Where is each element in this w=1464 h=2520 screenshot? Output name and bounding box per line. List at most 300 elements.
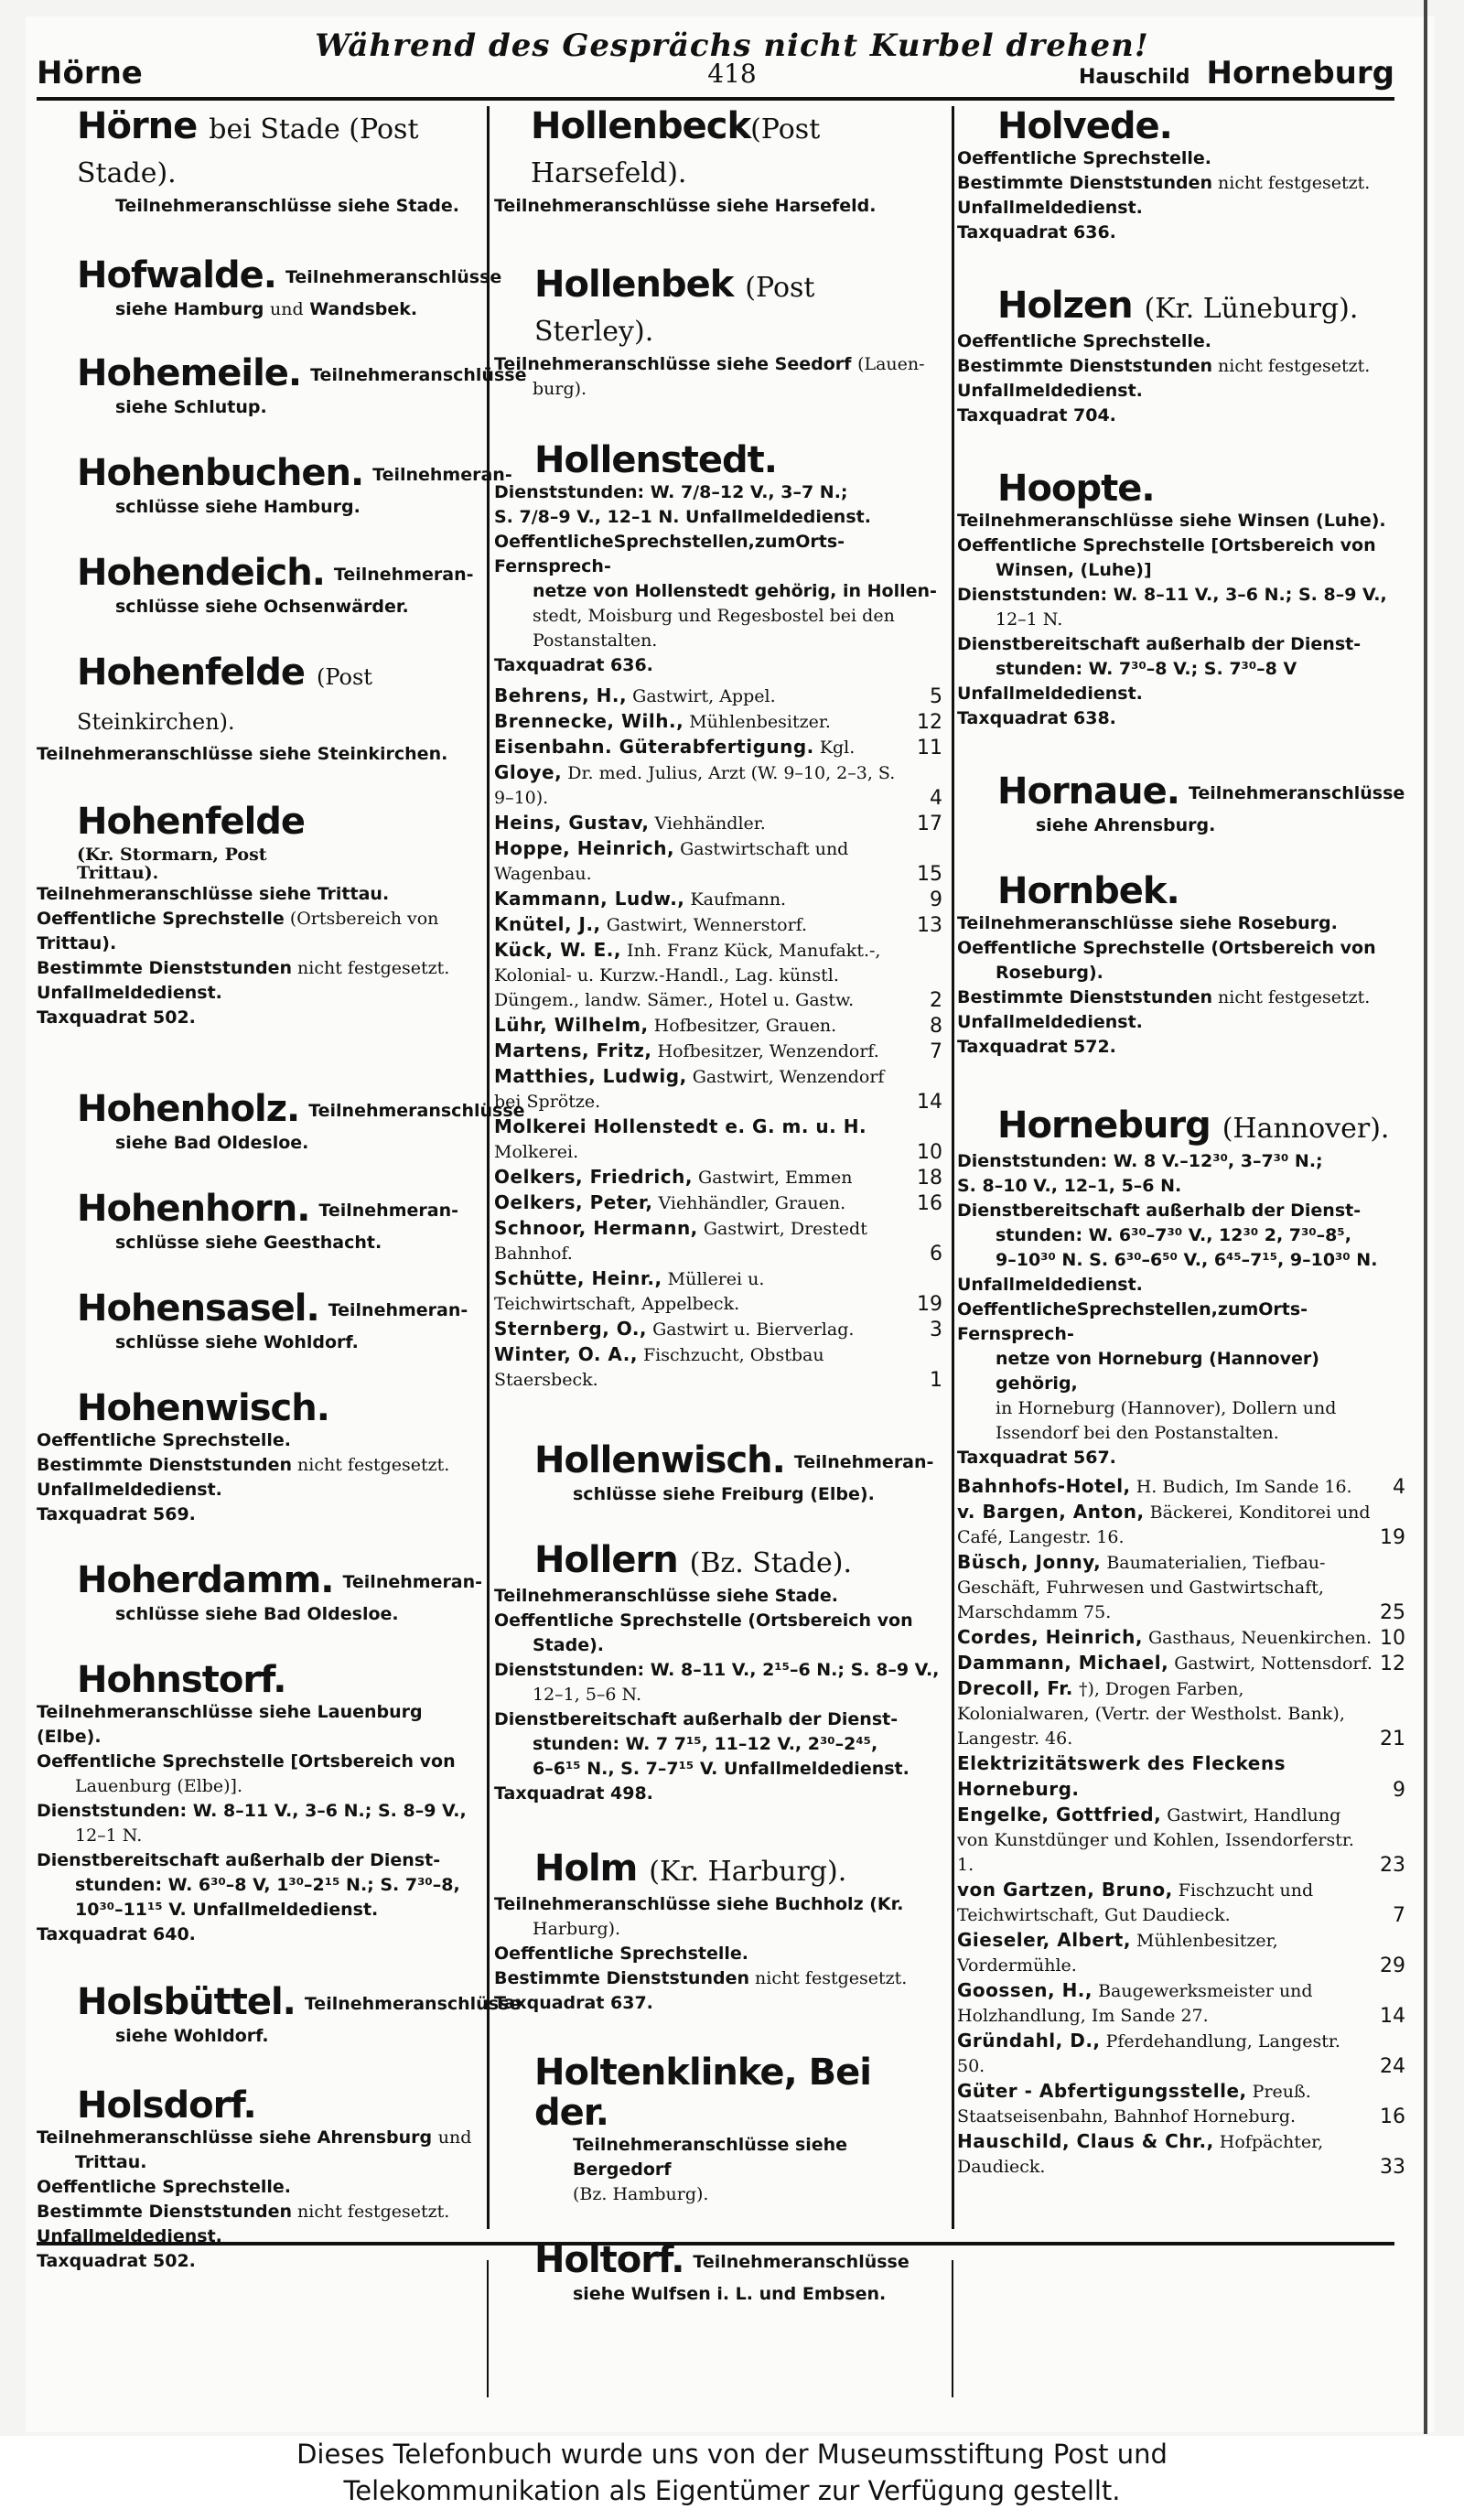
subscriber-entry xyxy=(494,1190,942,1216)
taxquadrat: Taxquadrat 636. xyxy=(494,655,653,675)
subscriber-detail: †), Drogen Farben, Kolonialwaren, (Vertr. der Westholst. Bank), Langestr. 46. xyxy=(957,1679,1345,1749)
info-label: Bestimmte Dienststunden xyxy=(37,1455,292,1475)
subscriber-entry xyxy=(957,2029,1405,2079)
footer-divider-2 xyxy=(952,2260,953,2397)
subscriber-name: Brennecke, Wilh., xyxy=(494,710,684,732)
entry-hoherdamm xyxy=(37,1559,483,1627)
info-line xyxy=(37,907,476,932)
info-line: Trittau). xyxy=(37,933,117,953)
place-name: Hohemeile. xyxy=(77,352,302,394)
info-line: 10³⁰–11¹⁵ V. Unfallmeldedienst. xyxy=(75,1900,379,1920)
subscriber-detail: Gastwirt, Appel. xyxy=(632,686,776,706)
subscriber-name: v. Bargen, Anton, xyxy=(957,1501,1145,1523)
subscriber-detail: Kgl. xyxy=(819,738,856,758)
subscriber-entry xyxy=(957,2129,1405,2180)
info-line: stedt, Moisburg und Regesbostel bei den xyxy=(533,606,895,626)
taxquadrat: Taxquadrat 638. xyxy=(957,708,1116,728)
subscriber-detail: Gastwirt, Emmen xyxy=(698,1168,853,1188)
place-name: Hornaue. xyxy=(997,770,1179,813)
entry-hohensasel xyxy=(37,1288,476,1355)
subscriber-entry xyxy=(494,887,942,912)
subscriber-detail: Gastwirt, Handlung von Kunstdünger und Kohlen, Issendorferstr. 1. xyxy=(957,1805,1354,1875)
entry-title xyxy=(77,352,527,395)
column-2 xyxy=(494,106,942,2307)
subscriber-number: 14 xyxy=(1380,2005,1405,2028)
entry-hornbek xyxy=(957,871,1405,1060)
entry-hornaue xyxy=(957,771,1405,838)
subscriber-name: Behrens, H., xyxy=(494,684,628,706)
subscriber-detail: Fischzucht und Teichwirtschaft, Gut Daudieck. xyxy=(957,1880,1314,1925)
subscriber-text xyxy=(957,1676,1380,1751)
entry-title xyxy=(77,1088,525,1131)
subscriber-ref: schlüsse siehe Ochsenwärder. xyxy=(115,597,409,617)
subscriber-text xyxy=(494,1115,917,1165)
entry-title: Hohenwisch. xyxy=(77,1387,329,1429)
info-line: Unfallmeldedienst. xyxy=(37,1480,222,1500)
info-line: netze von Horneburg (Hannover) gehörig, xyxy=(996,1349,1319,1394)
subscriber-detail: Fischzucht, Obstbau Staersbeck. xyxy=(494,1345,824,1390)
entry-title xyxy=(494,264,942,352)
subscriber-entry xyxy=(494,735,942,760)
entry-title xyxy=(37,652,476,742)
entry-title: Holvede. xyxy=(997,105,1172,147)
entry-horneburg xyxy=(957,1105,1405,2180)
subscriber-detail: Gasthaus, Neuenkirchen. xyxy=(1147,1628,1372,1648)
subscriber-name: Güter - Abfertigungsstelle, xyxy=(957,2080,1247,2102)
place-name: Hohendeich. xyxy=(77,552,325,594)
ref-part: siehe Hamburg xyxy=(115,299,264,319)
subscriber-text xyxy=(957,1928,1380,1978)
subscriber-number: 2 xyxy=(930,989,942,1012)
subscriber-number: 21 xyxy=(1380,1728,1405,1750)
subscriber-text xyxy=(494,1013,917,1039)
info-line: Lauenburg (Elbe)]. xyxy=(75,1776,242,1796)
place-qualifier: bei Stade (Post Stade). xyxy=(77,113,419,189)
subscriber-ref: Teilnehmeranschlüsse siehe Roseburg. xyxy=(957,913,1338,933)
subscriber-number: 14 xyxy=(917,1091,942,1114)
subscriber-ref: Teilnehmeranschlüsse siehe Lauenburg (Elbe). xyxy=(37,1702,423,1747)
info-line: Oeffentliche Sprechstelle. xyxy=(37,2177,291,2197)
entry-title xyxy=(957,285,1405,329)
entry-hollenbeck xyxy=(494,106,942,219)
entry-hofwalde xyxy=(37,254,502,322)
entry-title xyxy=(531,106,942,194)
info-text: nicht festgesetzt. xyxy=(1218,173,1371,193)
subscriber-text xyxy=(494,1216,917,1266)
subscriber-text xyxy=(957,1651,1380,1676)
subscriber-name: Molkerei Hollenstedt e. G. m. u. H. xyxy=(494,1115,867,1137)
info-line: Oeffentliche Sprechstelle. xyxy=(957,148,1211,168)
subscriber-name: Oelkers, Peter, xyxy=(494,1191,653,1213)
subscriber-ref: schlüsse siehe Bad Oldesloe. xyxy=(115,1604,399,1624)
subscriber-number: 10 xyxy=(1380,1627,1405,1650)
subscriber-text xyxy=(957,1978,1380,2029)
subscriber-ref: Teilnehmeranschlüsse siehe Stade. xyxy=(115,196,459,216)
subscriber-entry xyxy=(957,1878,1405,1928)
ref-part: Teilnehmeranschlüsse siehe Ahrensburg xyxy=(37,2127,433,2148)
entry-title xyxy=(997,771,1405,813)
subscriber-ref: Teilnehmeranschlüsse xyxy=(304,1994,522,2014)
info-line xyxy=(494,1966,942,1991)
subscriber-number: 3 xyxy=(930,1319,942,1341)
info-line: Postanstalten. xyxy=(533,630,658,651)
subscriber-entry xyxy=(494,836,942,887)
subscriber-number: 29 xyxy=(1380,1955,1405,1977)
entry-hohenbuchen xyxy=(37,452,512,520)
info-line: Dienststunden: W. 7/8–12 V., 3–7 N.; xyxy=(494,482,848,502)
taxquadrat: Taxquadrat 502. xyxy=(37,1007,196,1028)
info-line xyxy=(37,1453,476,1478)
subscriber-detail: Baugewerksmeister und Holzhandlung, Im Sande 27. xyxy=(957,1981,1313,2026)
column-divider-1 xyxy=(487,106,490,2229)
info-line: stunden: W. 7³⁰–8 V.; S. 7³⁰–8 V xyxy=(996,659,1297,679)
info-line: Oeffentliche Sprechstelle (Ortsbereich von xyxy=(494,1610,913,1631)
info-line: Trittau. xyxy=(75,2152,147,2172)
info-line: Oeffentliche Sprechstelle. xyxy=(37,1430,291,1450)
subscriber-detail: Gastwirt, Wenzendorf bei Sprötze. xyxy=(494,1067,885,1112)
info-line: Dienstbereitschaft außerhalb der Dienst- xyxy=(494,1709,899,1729)
subscriber-ref: Teilnehmeranschlüsse siehe Buchholz (Kr. xyxy=(494,1894,904,1914)
subscriber-detail: Viehhändler. xyxy=(654,813,766,834)
info-line: OeffentlicheSprechstellen,zumOrts-Fernsprech- xyxy=(957,1299,1308,1344)
subscriber-text xyxy=(494,1039,917,1064)
subscriber-text xyxy=(494,1064,917,1115)
subscriber-ref xyxy=(77,297,476,322)
info-line: Dienststunden: W. 8–11 V., 2¹⁵–6 N.; S. 8–9 V., xyxy=(494,1660,940,1680)
subscriber-name: Kück, W. E., xyxy=(494,939,621,961)
subscriber-name: Sternberg, O., xyxy=(494,1318,648,1340)
subscriber-name: Engelke, Gottfried, xyxy=(957,1804,1162,1825)
info-line: netze von Hollenstedt gehörig, in Hollen- xyxy=(533,581,937,601)
page-number: 418 xyxy=(707,59,757,89)
subscriber-number: 17 xyxy=(917,813,942,835)
subscriber-number: 7 xyxy=(1393,1904,1405,1927)
place-name: Horneburg xyxy=(997,1104,1211,1147)
place-name: Holtorf. xyxy=(534,2239,684,2281)
info-line: Unfallmeldedienst. xyxy=(957,1275,1143,1295)
subscriber-number: 16 xyxy=(1380,2105,1405,2128)
subscriber-entry xyxy=(957,1651,1405,1676)
taxquadrat: Taxquadrat 640. xyxy=(37,1924,196,1944)
subscriber-name: Gieseler, Albert, xyxy=(957,1929,1131,1951)
entry-hohenhorn xyxy=(37,1189,476,1255)
info-text: nicht festgesetzt. xyxy=(755,1968,908,1988)
place-name: Hohenbuchen. xyxy=(77,452,364,494)
subscriber-ref: schlüsse siehe Geesthacht. xyxy=(115,1233,382,1253)
info-line xyxy=(957,354,1405,379)
subscriber-ref: schlüsse siehe Wohldorf. xyxy=(115,1332,359,1352)
subscriber-name: Schnoor, Hermann, xyxy=(494,1217,698,1239)
entry-title xyxy=(534,1440,942,1482)
subscriber-entry xyxy=(957,1474,1405,1500)
subscriber-ref: Teilnehmeranschlüsse siehe Stade. xyxy=(494,1586,838,1606)
info-line: stunden: W. 7 7¹⁵, 11–12 V., 2³⁰–2⁴⁵, xyxy=(533,1734,878,1754)
subscriber-name: Matthies, Ludwig, xyxy=(494,1065,687,1087)
place-qualifier: (Kr. Lüneburg). xyxy=(1144,293,1359,325)
subscriber-entry xyxy=(494,1216,942,1266)
info-text: nicht festgesetzt. xyxy=(297,1455,450,1475)
ref-part: (Lauen- xyxy=(857,354,925,374)
subscriber-detail: Baumaterialien, Tiefbau-Geschäft, Fuhrwesen und Gastwirtschaft, Marschdamm 75. xyxy=(957,1553,1326,1622)
subscriber-name: Oelkers, Friedrich, xyxy=(494,1166,693,1188)
subscriber-name: Gloye, xyxy=(494,761,563,783)
info-line: S. 8–10 V., 12–1, 5–6 N. xyxy=(957,1176,1182,1196)
entry-hohenfelde-stormarn xyxy=(37,802,476,1030)
info-line xyxy=(957,171,1405,196)
subscriber-entry xyxy=(957,1625,1405,1651)
info-text: nicht festgesetzt. xyxy=(297,2202,450,2222)
subscriber-ref: siehe Wulfsen i. L. und Embsen. xyxy=(573,2284,887,2304)
info-line xyxy=(37,956,476,981)
subscriber-ref: siehe Wohldorf. xyxy=(115,2026,269,2046)
info-line: Unfallmeldedienst. xyxy=(37,2226,222,2246)
entry-title xyxy=(494,1540,942,1584)
subscriber-text xyxy=(494,1190,917,1216)
subscriber-ref: Teilnehmeranschlüsse siehe Winsen (Luhe). xyxy=(957,511,1386,531)
subscriber-name: Eisenbahn. Güterabfertigung. xyxy=(494,736,814,758)
subscriber-detail: Gastwirtschaft und Wagenbau. xyxy=(494,839,849,884)
footer-line: Telekommunikation als Eigentümer zur Verfügung gestellt. xyxy=(343,2475,1121,2506)
entry-hoerne xyxy=(37,106,476,219)
subscriber-detail: Gastwirt, Nottensdorf. xyxy=(1174,1653,1372,1674)
subscriber-text xyxy=(494,760,917,811)
entry-holtorf xyxy=(494,2240,942,2307)
subscriber-entry xyxy=(494,1013,942,1039)
subscriber-detail: H. Budich, Im Sande 16. xyxy=(1136,1477,1352,1497)
info-line xyxy=(957,985,1405,1010)
subscriber-detail: Hofbesitzer, Grauen. xyxy=(653,1016,837,1036)
subscriber-ref: siehe Schlutup. xyxy=(115,397,267,417)
subscriber-name: Elektrizitätswerk des Fleckens Horneburg. xyxy=(957,1752,1286,1800)
subscriber-number: 16 xyxy=(917,1192,942,1215)
info-line: Winsen, (Luhe)] xyxy=(996,560,1152,580)
info-line: Unfallmeldedienst. xyxy=(957,381,1143,401)
info-line: Oeffentliche Sprechstelle [Ortsbereich von xyxy=(957,535,1376,555)
subscriber-name: Cordes, Heinrich, xyxy=(957,1626,1143,1648)
subscriber-name: Kammann, Ludw., xyxy=(494,888,685,910)
subscriber-number: 33 xyxy=(1380,2156,1405,2179)
entry-hoopte xyxy=(957,468,1405,731)
info-text: (Ortsbereich von xyxy=(289,909,439,929)
info-line: Unfallmeldedienst. xyxy=(957,198,1143,218)
subscriber-text xyxy=(957,1751,1380,1803)
subscriber-text xyxy=(957,2079,1380,2129)
entry-hohenfelde-steinkirchen xyxy=(37,652,476,767)
entry-title xyxy=(534,2240,942,2282)
info-line: Issendorf bei den Postanstalten. xyxy=(996,1423,1279,1443)
subscriber-ref: Teilnehmeranschlüsse xyxy=(308,1101,525,1121)
taxquadrat: Taxquadrat 572. xyxy=(957,1037,1116,1057)
subscriber-entry xyxy=(957,1751,1405,1803)
subscriber-entry xyxy=(494,1266,942,1317)
entry-title xyxy=(77,1559,483,1602)
subscriber-entry xyxy=(494,1115,942,1165)
place-name: Hörne xyxy=(77,105,198,147)
subscriber-name: Bahnhofs-Hotel, xyxy=(957,1475,1131,1497)
place-name: Hohenfelde xyxy=(77,652,306,694)
subscriber-number: 13 xyxy=(917,914,942,937)
column-divider-2 xyxy=(952,106,954,2229)
info-line xyxy=(37,2200,476,2224)
subscriber-detail: Mühlenbesitzer. xyxy=(689,712,831,732)
subscriber-detail: Müllerei u. Teichwirtschaft, Appelbeck. xyxy=(494,1269,765,1314)
info-line: Roseburg). xyxy=(996,963,1103,983)
subscriber-entry xyxy=(957,1500,1405,1550)
subscriber-ref: Teilnehmeran- xyxy=(318,1201,458,1221)
subscriber-name: Hoppe, Heinrich, xyxy=(494,837,675,859)
subscriber-entry xyxy=(494,760,942,811)
subscriber-ref: Teilnehmeranschlüsse siehe Harsefeld. xyxy=(494,196,877,216)
entry-holzen xyxy=(957,285,1405,428)
subscriber-ref: Teilnehmeran- xyxy=(333,565,474,585)
subscriber-detail: Kaufmann. xyxy=(690,889,787,910)
taxquadrat: Taxquadrat 636. xyxy=(957,222,1116,242)
place-name: Hohenhorn. xyxy=(77,1188,310,1230)
info-line: Dienstbereitschaft außerhalb der Dienst- xyxy=(957,1201,1362,1221)
subscriber-detail: Hofpächter, Daudieck. xyxy=(957,2132,1324,2177)
subscriber-text xyxy=(957,1550,1380,1625)
entry-hohenholz xyxy=(37,1088,525,1156)
ref-part: und xyxy=(437,2127,472,2148)
subscriber-ref: Teilnehmeran- xyxy=(372,465,512,485)
subscriber-number: 25 xyxy=(1380,1601,1405,1624)
info-line: Dienststunden: W. 8 V.–12³⁰, 3–7³⁰ N.; xyxy=(957,1151,1323,1171)
subscriber-text xyxy=(957,2029,1380,2079)
info-line: Unfallmeldedienst. xyxy=(957,684,1143,704)
subscriber-text xyxy=(494,735,917,760)
page-slogan: Während des Gesprächs nicht Kurbel drehen! xyxy=(315,27,1149,64)
entry-title xyxy=(494,1848,942,1892)
info-line: burg). xyxy=(533,379,587,399)
entry-title: Holtenklinke, Bei der. xyxy=(534,2052,871,2134)
subscriber-name: Drecoll, Fr. xyxy=(957,1677,1073,1699)
subscriber-entry xyxy=(494,1317,942,1342)
info-line: Dienststunden: W. 8–11 V., 3–6 N.; S. 8–9 V., xyxy=(37,1801,467,1821)
subscriber-ref xyxy=(534,1482,942,1507)
place-qualifier: (Kr. Stormarn, Post Trittau). xyxy=(77,845,267,883)
info-label: Bestimmte Dienststunden xyxy=(37,958,292,978)
info-line: Unfallmeldedienst. xyxy=(37,983,222,1003)
subscriber-name: Goossen, H., xyxy=(957,1979,1093,2001)
taxquadrat: Taxquadrat 704. xyxy=(957,405,1116,425)
subscriber-entry xyxy=(957,1978,1405,2029)
running-head-small: Hauschild xyxy=(1078,66,1190,89)
ref-part: Wandsbek. xyxy=(309,299,418,319)
info-line: 12–1 N. xyxy=(75,1825,143,1846)
place-qualifier: (Bz. Stade). xyxy=(689,1547,852,1579)
subscriber-text xyxy=(494,836,917,887)
place-qualifier: (Post Sterley). xyxy=(534,272,815,348)
ref-part: (Elbe). xyxy=(810,1484,875,1504)
place-qualifier: (Kr. Harburg). xyxy=(649,1856,847,1888)
subscriber-name: Heins, Gustav, xyxy=(494,812,650,834)
subscriber-text xyxy=(957,1878,1380,1928)
subscriber-ref: Teilnehmeranschlüsse xyxy=(310,365,527,385)
subscriber-number: 24 xyxy=(1380,2055,1405,2078)
place-name: Hollenbek xyxy=(534,264,734,306)
subscriber-text xyxy=(494,1266,917,1317)
subscriber-entry xyxy=(494,1165,942,1190)
info-label: Bestimmte Dienststunden xyxy=(494,1968,749,1988)
place-name: Holm xyxy=(534,1847,638,1890)
subscriber-number: 11 xyxy=(917,737,942,759)
subscriber-number: 1 xyxy=(930,1369,942,1392)
info-line: Oeffentliche Sprechstelle [Ortsbereich von xyxy=(37,1751,456,1772)
info-line: Stade). xyxy=(533,1635,604,1655)
info-line: stunden: W. 6³⁰–8 V, 1³⁰–2¹⁵ N.; S. 7³⁰–8, xyxy=(75,1875,460,1895)
entry-title xyxy=(957,1105,1405,1149)
entry-holvede xyxy=(957,106,1405,245)
subscriber-detail: Molkerei. xyxy=(494,1142,579,1162)
subscriber-detail: Hofbesitzer, Wenzendorf. xyxy=(657,1041,879,1061)
entry-title: Holsdorf. xyxy=(77,2084,256,2127)
subscriber-entry xyxy=(494,1039,942,1064)
subscriber-number: 10 xyxy=(917,1141,942,1164)
info-line: 12–1, 5–6 N. xyxy=(533,1685,642,1705)
page-edge xyxy=(1424,0,1427,2434)
entry-title xyxy=(77,1288,476,1330)
entry-title xyxy=(77,1189,476,1231)
place-name: Hohenfelde xyxy=(77,801,306,843)
running-head-left: Hörne xyxy=(37,55,143,92)
subscriber-text xyxy=(957,1474,1380,1500)
place-qualifier: (Hannover). xyxy=(1222,1113,1390,1145)
subscriber-name: Knütel, J., xyxy=(494,913,601,935)
entry-hohemeile xyxy=(37,352,527,420)
entry-holsbuettel xyxy=(37,1981,522,2049)
entry-title xyxy=(77,1981,522,2024)
subscriber-entry xyxy=(494,684,942,709)
entry-hollenwisch xyxy=(494,1440,942,1507)
running-head-right xyxy=(1079,55,1394,92)
taxquadrat: Taxquadrat 502. xyxy=(37,2251,196,2271)
subscriber-ref: Teilnehmeranschlüsse xyxy=(693,2252,910,2272)
subscriber-text xyxy=(494,811,917,836)
subscriber-entry xyxy=(957,2079,1405,2129)
subscriber-number: 7 xyxy=(930,1040,942,1063)
subscriber-name: von Gartzen, Bruno, xyxy=(957,1879,1173,1901)
place-qualifier: (Post Steinkirchen). xyxy=(77,664,372,735)
subscriber-name: Dammann, Michael, xyxy=(957,1652,1169,1674)
subscriber-text xyxy=(494,887,917,912)
place-name: Hoherdamm. xyxy=(77,1559,334,1601)
subscriber-detail: Gastwirt u. Bierverlag. xyxy=(652,1319,855,1340)
entry-title: Hoopte. xyxy=(997,468,1155,510)
subscriber-ref: Teilnehmeranschlüsse xyxy=(285,267,502,287)
info-line: 12–1 N. xyxy=(996,609,1063,630)
entry-title: Hohnstorf. xyxy=(77,1659,286,1701)
subscriber-text xyxy=(494,1165,917,1190)
subscriber-number: 12 xyxy=(917,711,942,734)
subscriber-detail: Dr. med. Julius, Arzt (W. 9–10, 2–3, S. 9–10). xyxy=(494,763,896,808)
footer-divider-1 xyxy=(487,2260,489,2397)
subscriber-text xyxy=(957,1803,1380,1878)
subscriber-number: 4 xyxy=(930,787,942,810)
info-label: Oeffentliche Sprechstelle xyxy=(37,909,285,929)
subscriber-text xyxy=(494,709,917,735)
info-line: (Bz. Hamburg). xyxy=(573,2184,709,2204)
place-name: Hohensasel. xyxy=(77,1287,319,1330)
info-line: Oeffentliche Sprechstelle. xyxy=(957,331,1211,351)
subscriber-ref: Teilnehmeranschlüsse siehe Trittau. xyxy=(37,884,390,904)
subscriber-number: 18 xyxy=(917,1167,942,1190)
entry-holsdorf xyxy=(37,2085,476,2274)
subscriber-text xyxy=(957,1625,1380,1651)
entry-hollenstedt xyxy=(494,440,942,1393)
entry-title xyxy=(37,802,476,882)
subscriber-entry xyxy=(494,709,942,735)
subscriber-number: 5 xyxy=(930,685,942,708)
